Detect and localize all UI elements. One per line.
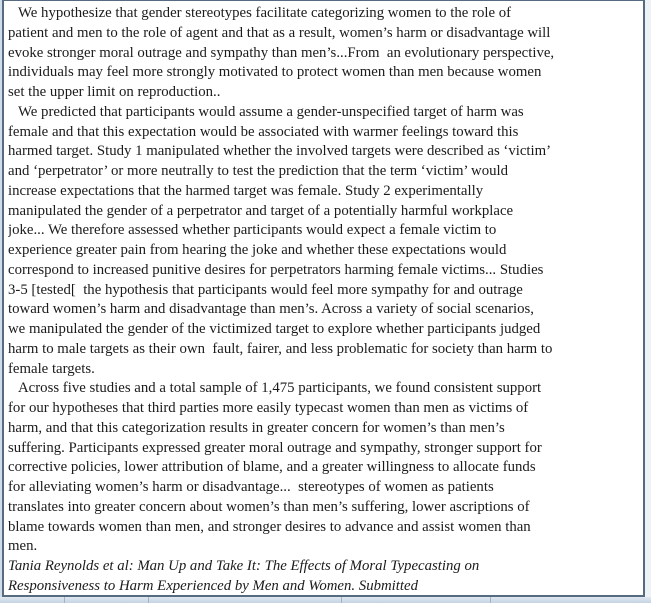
- text-line: individuals may feel more strongly motivated to protect women than men because women: [8, 64, 542, 81]
- text-line: we manipulated the gender of the victimized target to explore whether participants judged: [8, 321, 541, 337]
- text-line: female targets.: [8, 360, 95, 377]
- text-line: for alleviating women’s harm or disadvantage... stereotypes of women as patients: [8, 479, 494, 495]
- text-line: for our hypotheses that third parties more easily typecast women than men as victims of: [8, 400, 529, 416]
- text-line: Tania Reynolds et al: Man Up and Take It: The Effects of Moral Typecasting on: [8, 558, 480, 574]
- text-line: joke... We therefore assessed whether participants would expect a female victim to: [8, 222, 497, 239]
- text-line: Across five studies and a total sample of 1,475 participants, we found consistent support: [18, 380, 542, 397]
- text-line: We hypothesize that gender stereotypes facilitate categorizing women to the role of: [18, 5, 512, 21]
- text-line: 3-5 [tested[ the hypothesis that participants would feel more sympathy for and outrage: [8, 281, 523, 298]
- abstract-text: [8, 4, 641, 597]
- text-line: toward women’s harm and disadvantage than men’s. Across a variety of social scenarios,: [8, 301, 534, 318]
- abstract-textbox[interactable]: [2, 0, 645, 597]
- text-line: harm, and that this categorization results in greater concern for women’s than men’s: [8, 419, 505, 436]
- text-line: suffering. Participants expressed greater moral outrage and sympathy, stronger support for: [8, 439, 542, 456]
- text-line: translates into greater concern about women’s than men’s suffering, lower ascriptions of: [8, 498, 530, 515]
- paragraph-results: [8, 379, 641, 557]
- spreadsheet-gridline: [64, 597, 65, 603]
- paragraph-hypothesis: [8, 4, 641, 103]
- text-line: corrective policies, lower attribution of blame, and a greater willingness to allocate funds: [8, 459, 536, 476]
- spreadsheet-gridline: [341, 597, 342, 603]
- text-line: correspond to increased punitive desires for perpetrators harming female victims... Studies: [8, 261, 544, 278]
- text-line: We predicted that participants would assume a gender-unspecified target of harm was: [18, 103, 524, 120]
- paragraph-predictions-and-studies: [8, 103, 641, 380]
- text-line: blame towards women than men, and stronger desires to advance and assist women than: [8, 518, 531, 535]
- text-line: set the upper limit on reproduction..: [8, 84, 221, 100]
- spreadsheet-gridline: [148, 597, 149, 603]
- text-line: manipulated the gender of a perpetrator and target of a potentially harmful workplace: [8, 202, 514, 219]
- text-line: female and that this expectation would be associated with warmer feelings toward this: [8, 123, 519, 140]
- text-line: harm to male targets as their own fault, fairer, and less problematic for society than harm to: [8, 340, 553, 357]
- text-line: harmed target. Study 1 manipulated whether the involved targets were described as ‘victim’: [8, 143, 552, 160]
- text-line: men.: [8, 538, 38, 555]
- text-line: experience greater pain from hearing the joke and whether these expectations would: [8, 242, 507, 258]
- text-line: patient and men to the role of agent and that as a result, women’s harm or disadvantage will: [8, 24, 551, 41]
- spreadsheet-gridline: [490, 597, 491, 603]
- text-line: evoke stronger moral outrage and sympathy than men’s...From an evolutionary perspective,: [8, 44, 555, 61]
- paragraph-citation: [8, 557, 641, 597]
- spreadsheet-bottom-edge: [0, 597, 651, 603]
- background-right-strip: [645, 0, 651, 597]
- text-line: and ‘perpetrator’ or more neutrally to test the prediction that the term ‘victim’ would: [8, 163, 509, 179]
- text-line: increase expectations that the harmed target was female. Study 2 experimentally: [8, 182, 484, 199]
- text-line: Responsiveness to Harm Experienced by Men and Women. Submitted: [8, 577, 418, 594]
